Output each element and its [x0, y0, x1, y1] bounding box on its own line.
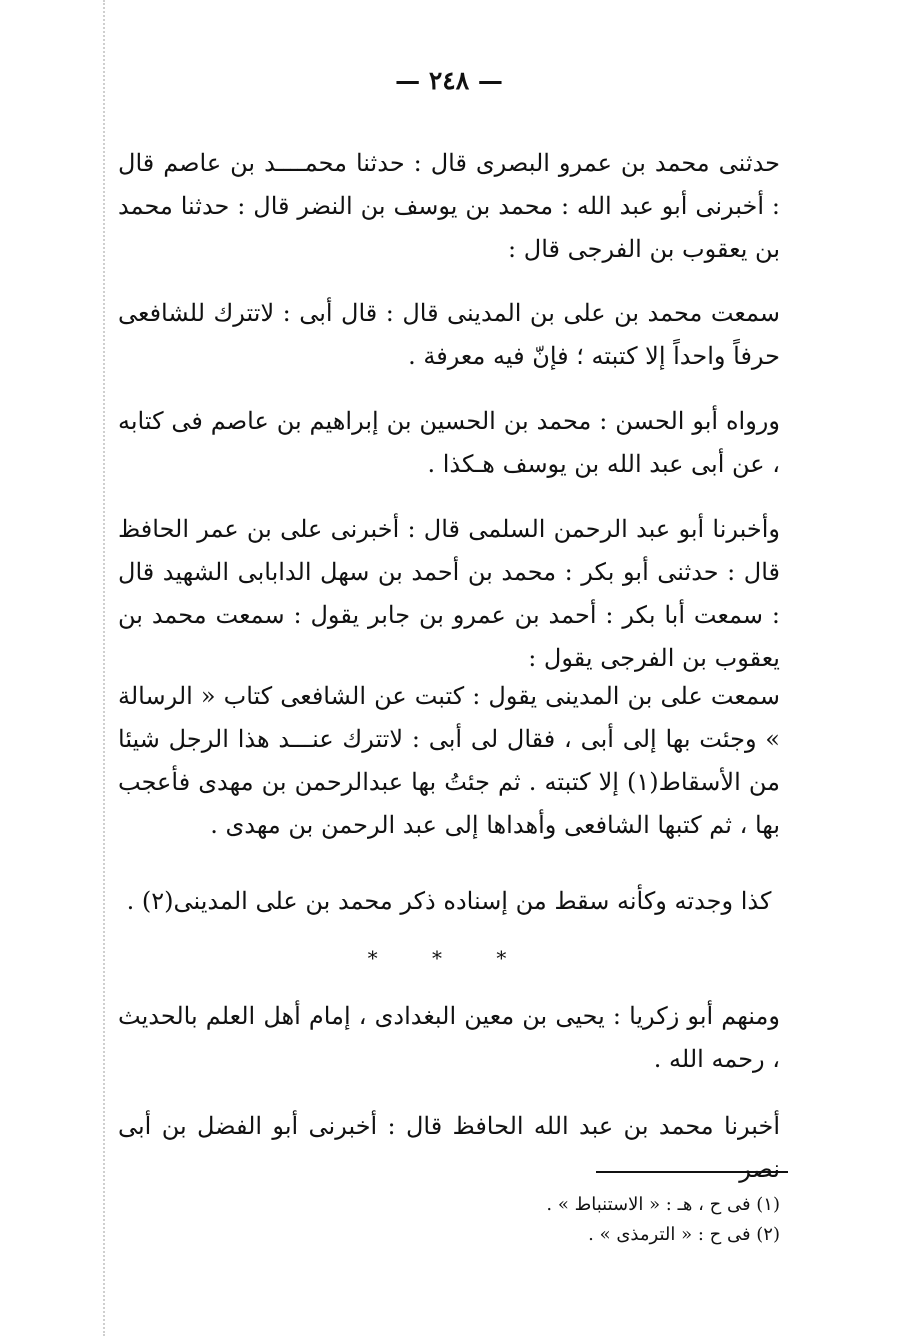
editor-note: كذا وجدته وكأنه سقط من إسناده ذكر محمد بن على المدينى(٢) .: [126, 887, 772, 915]
page-number: — ٢٤٨ —: [395, 66, 503, 95]
paragraph-5: سمعت على بن المدينى يقول : كتبت عن الشافعى كتاب « الرسالة » وجئت بها إلى أبى ، فقال لى أبى : لاتترك عنـــد هذا الرجل شيئا من الأسقاط(١) إلا كتبته . ثم جئتُ بها عبدالرحمن بن مهدى فأعجب بها ، ثم كتبها الشافعى وأهداها إلى عبد الرحمن بن مهدى .: [118, 682, 780, 839]
paragraph-2: سمعت محمد بن على بن المدينى قال : قال أبى : لاتترك للشافعى حرفاً واحداً إلا كتبته ؛ فإنّ فيه معرفة .: [118, 299, 780, 370]
paragraph-1: حدثنى محمد بن عمرو البصرى قال : حدثنا محمــــد بن عاصم قال : أخبرنى أبو عبد الله : محمد بن يوسف بن النضر قال : حدثنا محمد بن يعقوب بن الفرجى قال :: [118, 149, 780, 263]
paragraph-3: ورواه أبو الحسن : محمد بن الحسين بن إبراهيم بن عاصم فى كتابه ، عن أبى عبد الله بن يوسف هـكذا .: [118, 407, 780, 478]
footnote-rule: [596, 1171, 788, 1173]
paragraph-7: أخبرنا محمد بن عبد الله الحافظ قال : أخبرنى أبو الفضل بن أبى نصر: [118, 1112, 780, 1183]
footnote-1: (١) فى ح ، هـ : « الاستنباط » .: [546, 1194, 780, 1215]
footnote-2: (٢) فى ح : « الترمذى » .: [588, 1224, 780, 1245]
paragraph-6: ومنهم أبو زكريا : يحيى بن معين البغدادى ، إمام أهل العلم بالحديث ، رحمه الله .: [118, 1002, 780, 1073]
section-separator: * * *: [367, 946, 531, 970]
paragraph-4: وأخبرنا أبو عبد الرحمن السلمى قال : أخبرنى على بن عمر الحافظ قال : حدثنى أبو بكر : محمد بن أحمد بن سهل الدابابى الشهيد قال : سمعت أبا بكر : أحمد بن عمرو بن جابر يقول : سمعت محمد بن يعقوب بن الفرجى يقول :: [118, 515, 780, 672]
page-edge-line: [103, 0, 105, 1336]
